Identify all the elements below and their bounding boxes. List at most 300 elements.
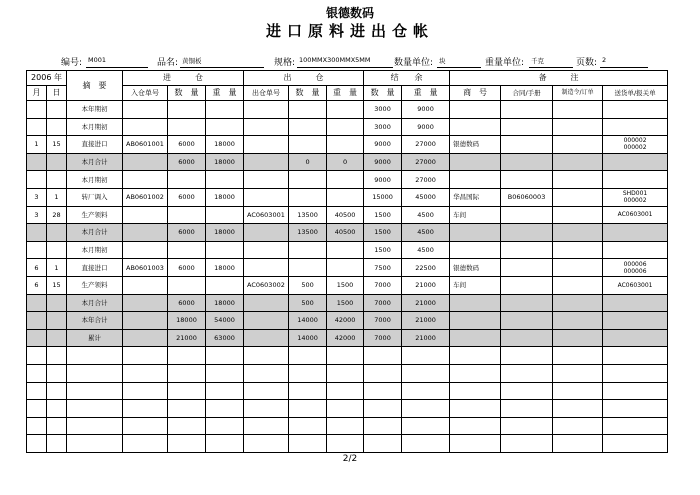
contract-cell [501, 329, 553, 347]
contract-cell [501, 118, 553, 136]
balance-qty-cell: 9000 [364, 171, 402, 189]
order-cell [553, 364, 603, 382]
out-qty-header: 数 量 [289, 86, 327, 101]
day-cell [47, 294, 67, 312]
in-no-cell: AB0601002 [123, 188, 168, 206]
delivery-cell [603, 101, 668, 119]
out-qty-cell: 500 [289, 276, 327, 294]
vendor-cell [450, 382, 501, 400]
out-qty-cell [289, 241, 327, 259]
in-no-cell [123, 276, 168, 294]
month-cell [27, 241, 47, 259]
spec-value: 100MMX300MMX5MM [299, 56, 371, 64]
in-weight-cell [206, 118, 244, 136]
vendor-cell [450, 329, 501, 347]
out-weight-cell [327, 241, 364, 259]
out-qty-cell: 0 [289, 153, 327, 171]
in-qty-cell: 21000 [168, 329, 206, 347]
out-no-cell [244, 417, 289, 435]
table-row [27, 188, 668, 206]
delivery-cell [603, 118, 668, 136]
info-bar [0, 55, 700, 69]
in-no-cell [123, 312, 168, 330]
year-text: 2006 [31, 73, 52, 82]
balance-qty-cell [364, 435, 402, 453]
day-cell [47, 153, 67, 171]
out-weight-cell [327, 118, 364, 136]
table-row [27, 312, 668, 330]
delivery-line-2: 000002 [623, 197, 647, 205]
weight-unit-underline [529, 67, 573, 68]
out-no-cell [244, 382, 289, 400]
month-cell [27, 294, 47, 312]
order-header: 制造令/订单 [553, 86, 603, 101]
balance-qty-cell: 7000 [364, 312, 402, 330]
balance-qty-cell: 3000 [364, 101, 402, 119]
vendor-cell [450, 364, 501, 382]
balance-qty-cell: 3000 [364, 118, 402, 136]
delivery-cell [603, 400, 668, 418]
in-no-header: 入仓单号 [123, 86, 168, 101]
vendor-cell [450, 435, 501, 453]
month-cell [27, 364, 47, 382]
out-qty-cell [289, 382, 327, 400]
vendor-cell [450, 118, 501, 136]
summary-cell [67, 435, 123, 453]
delivery-line-1: AC0603001 [617, 281, 653, 289]
month-cell: 1 [27, 136, 47, 154]
order-cell [553, 400, 603, 418]
month-cell [27, 347, 47, 365]
out-no-cell [244, 136, 289, 154]
balance-qty-cell [364, 364, 402, 382]
out-no-cell [244, 364, 289, 382]
balance-qty-cell: 1500 [364, 241, 402, 259]
balance-weight-cell [402, 347, 450, 365]
out-weight-cell [327, 400, 364, 418]
in-no-cell: AB0601003 [123, 259, 168, 277]
out-qty-cell [289, 259, 327, 277]
out-no-cell [244, 400, 289, 418]
order-cell [553, 153, 603, 171]
out-qty-cell [289, 188, 327, 206]
out-no-cell: AC0603001 [244, 206, 289, 224]
out-weight-cell: 0 [327, 153, 364, 171]
vendor-cell [450, 347, 501, 365]
vendor-cell [450, 241, 501, 259]
balance-weight-cell: 27000 [402, 171, 450, 189]
out-weight-cell: 40500 [327, 224, 364, 242]
day-cell [47, 417, 67, 435]
summary-cell [67, 417, 123, 435]
in-weight-cell: 54000 [206, 312, 244, 330]
vendor-cell [450, 153, 501, 171]
table-row [27, 136, 668, 154]
balance-qty-cell: 9000 [364, 153, 402, 171]
order-cell [553, 329, 603, 347]
out-weight-cell: 1500 [327, 294, 364, 312]
in-qty-cell [168, 276, 206, 294]
qty-unit-underline [437, 67, 481, 68]
day-cell [47, 382, 67, 400]
vendor-cell [450, 171, 501, 189]
out-qty-cell [289, 136, 327, 154]
contract-cell [501, 153, 553, 171]
out-weight-cell [327, 382, 364, 400]
contract-header: 合同/手册 [501, 86, 553, 101]
balance-qty-cell: 7000 [364, 276, 402, 294]
in-no-cell [123, 153, 168, 171]
balance-weight-cell: 22500 [402, 259, 450, 277]
vendor-cell [450, 224, 501, 242]
delivery-line-2: 000006 [623, 267, 647, 275]
in-weight-header: 重 量 [206, 86, 244, 101]
in-qty-cell [168, 417, 206, 435]
delivery-cell [603, 224, 668, 242]
out-qty-cell [289, 347, 327, 365]
in-weight-cell: 18000 [206, 153, 244, 171]
order-cell [553, 276, 603, 294]
out-no-cell [244, 118, 289, 136]
balance-qty-cell: 15000 [364, 188, 402, 206]
in-weight-cell: 18000 [206, 224, 244, 242]
qty-unit-label: 数量单位: [394, 58, 434, 68]
table-row [27, 241, 668, 259]
out-weight-header: 重 量 [327, 86, 364, 101]
in-weight-cell [206, 435, 244, 453]
in-weight-cell: 18000 [206, 136, 244, 154]
delivery-cell [603, 329, 668, 347]
out-no-cell [244, 101, 289, 119]
table-row [27, 276, 668, 294]
in-qty-cell [168, 435, 206, 453]
in-qty-cell: 18000 [168, 312, 206, 330]
table-row [27, 224, 668, 242]
in-no-cell [123, 400, 168, 418]
vendor-header: 商 号 [450, 86, 501, 101]
month-cell [27, 312, 47, 330]
delivery-cell [603, 206, 668, 224]
weight-unit-value: 千克 [531, 57, 544, 65]
delivery-cell [603, 364, 668, 382]
delivery-line-1: 000006 [623, 260, 647, 268]
summary-cell [67, 382, 123, 400]
balance-weight-cell: 9000 [402, 101, 450, 119]
contract-cell [501, 276, 553, 294]
summary-header: 摘 要 [67, 71, 123, 101]
vendor-cell: 银德数码 [450, 259, 501, 277]
in-no-cell [123, 101, 168, 119]
out-header: 出 仓 [244, 71, 364, 86]
summary-cell: 本月合计 [67, 224, 123, 242]
order-cell [553, 136, 603, 154]
balance-weight-cell [402, 435, 450, 453]
balance-weight-cell: 4500 [402, 224, 450, 242]
out-weight-cell: 42000 [327, 312, 364, 330]
out-qty-cell [289, 417, 327, 435]
in-no-cell [123, 347, 168, 365]
spec-label: 规格: [274, 58, 296, 68]
order-cell [553, 171, 603, 189]
contract-cell [501, 136, 553, 154]
balance-weight-cell [402, 417, 450, 435]
table-row [27, 294, 668, 312]
summary-cell: 直接进口 [67, 136, 123, 154]
out-no-cell [244, 241, 289, 259]
balance-weight-cell: 45000 [402, 188, 450, 206]
out-weight-cell [327, 188, 364, 206]
delivery-cell [603, 347, 668, 365]
contract-cell [501, 259, 553, 277]
code-label: 编号: [61, 58, 83, 68]
summary-cell: 本月合计 [67, 294, 123, 312]
vendor-cell [450, 417, 501, 435]
in-no-cell [123, 417, 168, 435]
day-cell [47, 364, 67, 382]
balance-qty-cell [364, 417, 402, 435]
in-no-cell [123, 435, 168, 453]
contract-cell [501, 241, 553, 259]
balance-weight-cell: 4500 [402, 206, 450, 224]
table-row [27, 364, 668, 382]
out-weight-cell [327, 417, 364, 435]
contract-cell [501, 206, 553, 224]
summary-cell: 本月合计 [67, 153, 123, 171]
balance-weight-cell: 27000 [402, 153, 450, 171]
in-qty-cell [168, 206, 206, 224]
in-weight-cell [206, 347, 244, 365]
summary-cell [67, 347, 123, 365]
contract-cell [501, 294, 553, 312]
summary-cell: 直接进口 [67, 259, 123, 277]
in-no-cell [123, 364, 168, 382]
order-cell [553, 347, 603, 365]
out-weight-cell [327, 364, 364, 382]
delivery-cell [603, 312, 668, 330]
contract-cell [501, 435, 553, 453]
balance-qty-cell: 9000 [364, 136, 402, 154]
out-qty-cell [289, 101, 327, 119]
day-cell [47, 400, 67, 418]
in-no-cell [123, 171, 168, 189]
out-weight-cell [327, 171, 364, 189]
in-qty-cell [168, 101, 206, 119]
order-cell [553, 312, 603, 330]
in-weight-cell: 18000 [206, 188, 244, 206]
month-cell [27, 118, 47, 136]
delivery-cell [603, 136, 668, 154]
balance-header: 结 余 [364, 71, 450, 86]
out-no-header: 出仓单号 [244, 86, 289, 101]
day-header: 日 [47, 86, 67, 101]
weight-unit-label: 重量单位: [485, 58, 525, 68]
order-cell [553, 259, 603, 277]
balance-weight-cell: 21000 [402, 294, 450, 312]
day-cell [47, 347, 67, 365]
name-label: 品名: [157, 58, 179, 68]
in-weight-cell: 63000 [206, 329, 244, 347]
in-weight-cell [206, 206, 244, 224]
in-weight-cell [206, 171, 244, 189]
table-row [27, 153, 668, 171]
month-cell [27, 101, 47, 119]
in-qty-cell [168, 118, 206, 136]
contract-cell [501, 312, 553, 330]
balance-weight-cell [402, 382, 450, 400]
order-cell [553, 417, 603, 435]
balance-weight-cell: 21000 [402, 276, 450, 294]
delivery-cell [603, 188, 668, 206]
month-cell [27, 400, 47, 418]
code-value: M001 [88, 56, 107, 64]
delivery-cell [603, 153, 668, 171]
day-cell [47, 224, 67, 242]
vendor-cell [450, 400, 501, 418]
summary-cell: 本月期初 [67, 171, 123, 189]
in-weight-cell [206, 417, 244, 435]
in-qty-cell [168, 171, 206, 189]
month-cell [27, 435, 47, 453]
code-underline [86, 67, 148, 68]
vendor-cell: 华昌国际 [450, 188, 501, 206]
delivery-line-2: 000002 [623, 144, 647, 152]
out-no-cell [244, 294, 289, 312]
in-no-cell [123, 382, 168, 400]
out-weight-cell: 40500 [327, 206, 364, 224]
month-cell: 6 [27, 259, 47, 277]
out-weight-cell: 1500 [327, 276, 364, 294]
order-cell [553, 435, 603, 453]
in-no-cell [123, 294, 168, 312]
notes-header: 备 注 [450, 71, 668, 86]
order-cell [553, 224, 603, 242]
day-cell: 15 [47, 136, 67, 154]
day-cell: 28 [47, 206, 67, 224]
contract-cell [501, 400, 553, 418]
balance-weight-header: 重 量 [402, 86, 450, 101]
balance-qty-cell [364, 347, 402, 365]
in-weight-cell [206, 364, 244, 382]
contract-cell [501, 101, 553, 119]
order-cell [553, 188, 603, 206]
balance-weight-cell: 9000 [402, 118, 450, 136]
balance-weight-cell: 21000 [402, 312, 450, 330]
balance-qty-cell [364, 400, 402, 418]
in-no-cell [123, 241, 168, 259]
out-weight-cell [327, 435, 364, 453]
in-qty-header: 数 量 [168, 86, 206, 101]
month-cell [27, 417, 47, 435]
out-no-cell [244, 224, 289, 242]
table-row [27, 206, 668, 224]
month-cell [27, 382, 47, 400]
balance-weight-cell [402, 400, 450, 418]
out-no-cell [244, 435, 289, 453]
vendor-cell [450, 312, 501, 330]
balance-weight-cell: 4500 [402, 241, 450, 259]
out-qty-cell: 500 [289, 294, 327, 312]
summary-cell [67, 364, 123, 382]
out-qty-cell [289, 435, 327, 453]
balance-weight-cell: 21000 [402, 329, 450, 347]
balance-weight-cell [402, 364, 450, 382]
out-weight-cell [327, 259, 364, 277]
delivery-cell [603, 171, 668, 189]
month-header: 月 [27, 86, 47, 101]
balance-qty-cell: 7500 [364, 259, 402, 277]
in-weight-cell [206, 276, 244, 294]
day-cell: 1 [47, 259, 67, 277]
contract-cell [501, 171, 553, 189]
delivery-line-1: 000002 [623, 137, 647, 145]
delivery-cell [603, 382, 668, 400]
day-cell [47, 118, 67, 136]
day-cell [47, 171, 67, 189]
in-weight-cell [206, 101, 244, 119]
day-cell [47, 435, 67, 453]
out-weight-cell [327, 136, 364, 154]
day-cell [47, 241, 67, 259]
delivery-cell [603, 276, 668, 294]
month-cell: 3 [27, 188, 47, 206]
month-cell: 3 [27, 206, 47, 224]
out-qty-cell [289, 364, 327, 382]
out-qty-cell [289, 118, 327, 136]
contract-cell [501, 417, 553, 435]
day-cell: 1 [47, 188, 67, 206]
spec-underline [297, 67, 393, 68]
balance-qty-cell: 7000 [364, 329, 402, 347]
summary-cell: 本月期初 [67, 118, 123, 136]
out-weight-cell [327, 347, 364, 365]
table-row [27, 400, 668, 418]
delivery-cell [603, 417, 668, 435]
order-cell [553, 382, 603, 400]
balance-qty-cell: 7000 [364, 294, 402, 312]
day-cell [47, 329, 67, 347]
table-row [27, 417, 668, 435]
balance-qty-cell: 1500 [364, 206, 402, 224]
month-cell [27, 224, 47, 242]
out-no-cell [244, 153, 289, 171]
summary-cell: 生产领料 [67, 206, 123, 224]
out-no-cell [244, 312, 289, 330]
summary-cell [67, 400, 123, 418]
vendor-cell: 车间 [450, 276, 501, 294]
out-no-cell [244, 329, 289, 347]
summary-cell: 本月期初 [67, 241, 123, 259]
balance-qty-header: 数 量 [364, 86, 402, 101]
order-cell [553, 118, 603, 136]
order-cell [553, 294, 603, 312]
delivery-line-1: SHD001 [622, 190, 648, 198]
contract-cell [501, 347, 553, 365]
month-cell [27, 171, 47, 189]
out-qty-cell: 13500 [289, 206, 327, 224]
balance-qty-cell [364, 382, 402, 400]
in-weight-cell [206, 241, 244, 259]
qty-unit-value: 块 [439, 57, 446, 65]
table-row [27, 347, 668, 365]
month-cell: 6 [27, 276, 47, 294]
year-header [27, 71, 67, 86]
summary-cell: 转厂调入 [67, 188, 123, 206]
summary-cell: 累计 [67, 329, 123, 347]
page-underline [600, 67, 648, 68]
contract-cell [501, 224, 553, 242]
in-qty-cell: 6000 [168, 188, 206, 206]
order-cell [553, 101, 603, 119]
